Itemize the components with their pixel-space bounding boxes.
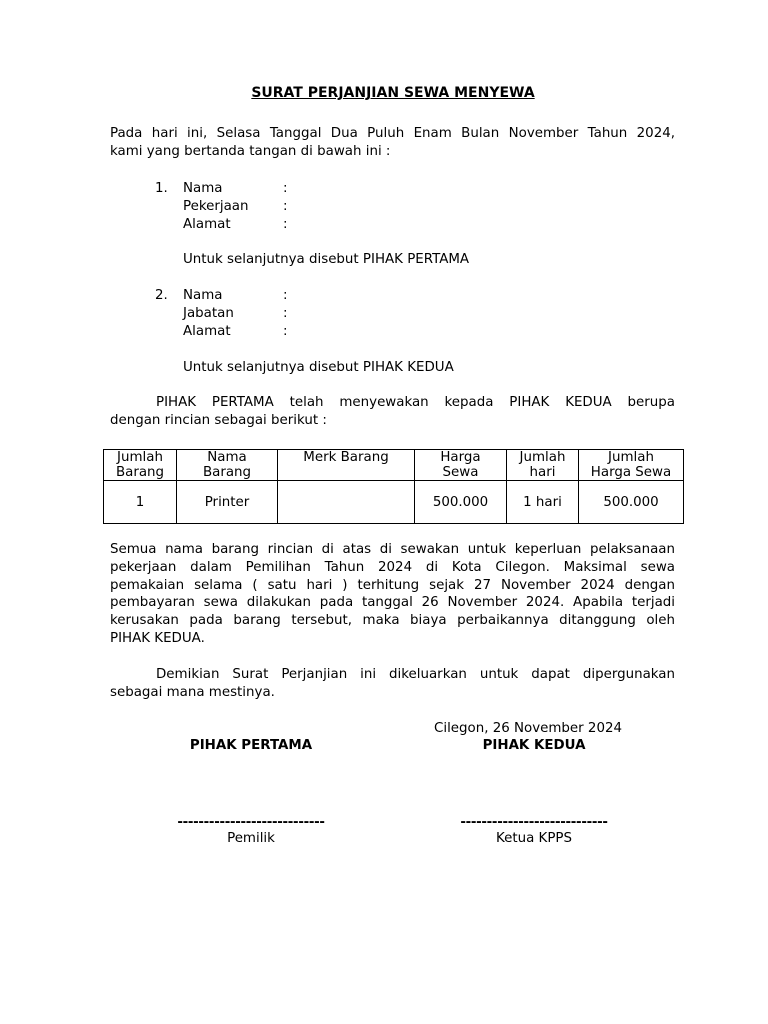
- table-cell-brand: [278, 481, 415, 524]
- party-2-position-colon: :: [283, 306, 288, 321]
- table-header-cell: Jumlah Harga Sewa: [579, 450, 684, 481]
- signature-party-1-role: Pemilik: [227, 831, 275, 846]
- table-header-cell: Jumlah Barang: [104, 450, 177, 481]
- table-cell-days: 1 hari: [507, 481, 579, 524]
- signature-line-1: ----------------------------: [177, 815, 325, 830]
- table-header-row: [104, 450, 684, 481]
- table-header-cell: Merk Barang: [278, 450, 415, 481]
- terms-line: pembayaran sewa dilakukan pada tanggal 26 November 2024. Apabila terjadi: [110, 595, 675, 611]
- closing-paragraph: [110, 666, 675, 702]
- terms-line: PIHAK KEDUA.: [110, 630, 205, 646]
- party-1-occupation-colon: :: [283, 199, 288, 214]
- signature-party-2-title: PIHAK KEDUA: [482, 738, 586, 753]
- signature-party-2-role: Ketua KPPS: [496, 831, 572, 846]
- intro-line-2: kami yang bertanda tangan di bawah ini :: [110, 143, 391, 159]
- party-2-position-label: Jabatan: [183, 306, 234, 321]
- party-2-name-label: Nama: [183, 288, 223, 303]
- terms-line: pekerjaan dalam Pemilihan Tahun 2024 di Kota Cilegon. Maksimal sewa: [110, 559, 675, 575]
- table-header-cell: Harga Sewa: [415, 450, 507, 481]
- party-1-name-colon: :: [283, 181, 288, 196]
- terms-line: kerusakan pada barang tersebut, maka biaya perbaikannya ditanggung oleh: [110, 613, 675, 629]
- party-2-address-colon: :: [283, 324, 288, 339]
- table-header-cell: Nama Barang: [177, 450, 278, 481]
- party-2-number: 2.: [155, 288, 168, 303]
- lease-statement-line-2: dengan rincian sebagai berikut :: [110, 412, 327, 428]
- signature-line-2: ----------------------------: [460, 815, 608, 830]
- document-title: SURAT PERJANJIAN SEWA MENYEWA: [251, 85, 535, 101]
- terms-line: Semua nama barang rincian di atas di sewakan untuk keperluan pelaksanaan: [110, 542, 675, 557]
- party-2-designation: Untuk selanjutnya disebut PIHAK KEDUA: [183, 360, 454, 375]
- lease-statement-line-1: PIHAK PERTAMA telah menyewakan kepada PIHAK KEDUA berupa: [156, 395, 675, 410]
- party-2-address-label: Alamat: [183, 324, 231, 339]
- table-cell-item-name: Printer: [177, 481, 278, 524]
- table-cell-price: 500.000: [415, 481, 507, 524]
- party-1-number: 1.: [155, 181, 168, 196]
- intro-paragraph: [110, 125, 675, 161]
- party-1-name-label: Nama: [183, 181, 223, 196]
- party-1-address-colon: :: [283, 217, 288, 232]
- intro-line-1: Pada hari ini, Selasa Tanggal Dua Puluh Enam Bulan November Tahun 2024,: [110, 126, 675, 141]
- terms-paragraph: [110, 541, 675, 648]
- closing-line-1: Demikian Surat Perjanjian ini dikeluarkan untuk dapat dipergunakan: [156, 667, 675, 682]
- party-1-occupation-label: Pekerjaan: [183, 199, 249, 214]
- place-date: Cilegon, 26 November 2024: [434, 721, 623, 736]
- party-1-address-label: Alamat: [183, 217, 231, 232]
- party-1-designation: Untuk selanjutnya disebut PIHAK PERTAMA: [183, 252, 470, 267]
- table-cell-total: 500.000: [579, 481, 684, 524]
- table-header-cell: Jumlah hari: [507, 450, 579, 481]
- closing-line-2: sebagai mana mestinya.: [110, 684, 275, 700]
- terms-line: pemakaian selama ( satu hari ) terhitung sejak 27 November 2024 dengan: [110, 577, 675, 593]
- rental-items-table: [103, 449, 684, 524]
- lease-statement: [110, 394, 675, 430]
- table-cell-quantity: 1: [104, 481, 177, 524]
- party-2-name-colon: :: [283, 288, 288, 303]
- table-row: [104, 481, 684, 524]
- signature-party-1-title: PIHAK PERTAMA: [189, 738, 313, 753]
